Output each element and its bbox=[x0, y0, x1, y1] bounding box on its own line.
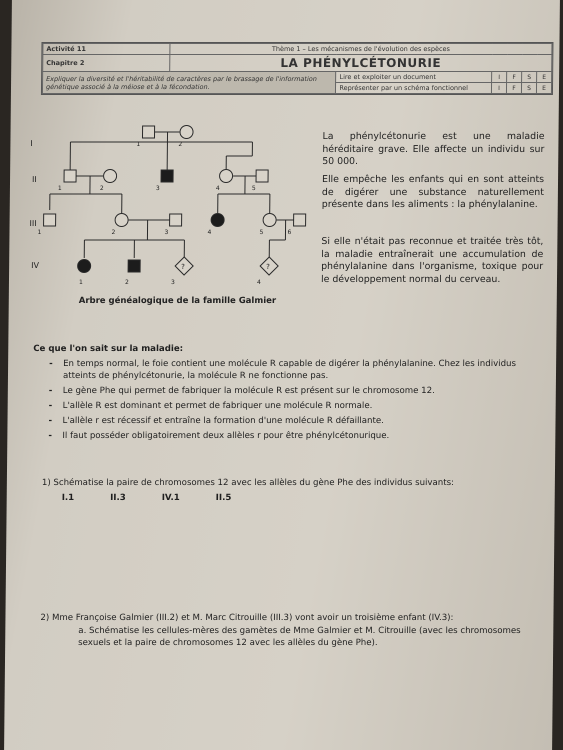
label-II4: 4 bbox=[215, 185, 220, 192]
page-title: LA PHÉNYLCÉTONURIE bbox=[170, 55, 552, 72]
individual-III1 bbox=[44, 214, 56, 226]
individual-II1 bbox=[64, 170, 76, 182]
question-2a-text: a. Schématise les cellules-mères des gamètes de Mme Galmier et M. Citrouille (avec les chromosomes sexuels et la paire de chromosomes 12 avec les allèles du gène Phe). bbox=[78, 626, 521, 648]
individual-III6 bbox=[294, 214, 306, 226]
label-II5: 5 bbox=[251, 185, 256, 192]
label-II1: 1 bbox=[57, 185, 62, 192]
skill-2: Représenter par un schéma fonctionnel bbox=[336, 83, 492, 94]
individual-II4 bbox=[220, 170, 233, 183]
question-2 bbox=[40, 612, 550, 649]
unknown-IV3: ? bbox=[181, 263, 185, 271]
grade-e: E bbox=[537, 72, 552, 83]
grade-f-2: F bbox=[506, 83, 521, 94]
question-1-text: 1) Schématise la paire de chromosomes 12 avec les allèles du gène Phe des individus suivants: bbox=[41, 478, 455, 488]
individual-III5 bbox=[263, 214, 276, 227]
label-III4: 4 bbox=[207, 229, 212, 236]
grade-e-2: E bbox=[536, 83, 551, 94]
individual-I1 bbox=[142, 126, 154, 138]
label-III3: 3 bbox=[164, 229, 169, 236]
grade-s-2: S bbox=[521, 83, 536, 94]
label-IV1: 1 bbox=[78, 279, 83, 286]
pedigree-diagram bbox=[29, 118, 321, 293]
individual-III4 bbox=[211, 214, 224, 227]
fact-item: - L'allèle r est récessif et entraîne la formation d'une molécule R défaillante. bbox=[42, 415, 542, 427]
fact-item: - L'allèle R est dominant et permet de fabriquer une molécule R normale. bbox=[43, 400, 543, 412]
label-IV3: 3 bbox=[170, 279, 175, 286]
gen-label-I: I bbox=[30, 139, 33, 148]
question-1 bbox=[42, 477, 542, 504]
grade-s: S bbox=[522, 72, 537, 83]
individual-ref: I.1 bbox=[61, 493, 75, 503]
label-III1: 1 bbox=[37, 229, 42, 236]
facts-section bbox=[32, 343, 543, 445]
intro-p2: Elle empêche les enfants qui en sont atteints de digérer une substance naturellement présente dans les aliments : la phénylalanine. bbox=[321, 174, 545, 210]
theme-title: Thème 1 – Les mécanismes de l'évolution des espèces bbox=[170, 44, 552, 55]
grade-i-2: I bbox=[491, 83, 506, 94]
label-II2: 2 bbox=[99, 185, 104, 192]
individual-III3 bbox=[170, 214, 182, 226]
label-II3: 3 bbox=[155, 185, 160, 192]
label-III5: 5 bbox=[259, 229, 264, 236]
activity-label: Activité 11 bbox=[43, 44, 170, 55]
fact-item: - Le gène Phe qui permet de fabriquer la molécule R est présent sur le chromosome 12. bbox=[43, 385, 543, 397]
fact-item: - Il faut posséder obligatoirement deux allèles r pour être phénylcétonurique. bbox=[42, 430, 542, 442]
label-III2: 2 bbox=[111, 229, 116, 236]
worksheet-page bbox=[4, 0, 560, 750]
individual-II5 bbox=[256, 170, 268, 182]
unknown-IV4: ? bbox=[266, 263, 270, 271]
pedigree-caption: Arbre généalogique de la famille Galmier bbox=[78, 296, 277, 306]
label-IV2: 2 bbox=[124, 279, 129, 286]
chapter-label: Chapitre 2 bbox=[43, 55, 170, 72]
gen-label-II: II bbox=[32, 175, 37, 184]
objective-text: Expliquer la diversité et l'héritabilité de caractères par le brassage de l'information génétique associé à la méiose et à la fécondation. bbox=[42, 72, 336, 94]
individual-II3 bbox=[161, 170, 173, 182]
label-IV4: 4 bbox=[256, 279, 261, 286]
individual-IV1 bbox=[78, 260, 91, 273]
individual-ref: IV.1 bbox=[161, 493, 180, 503]
question-2-text: 2) Mme Françoise Galmier (III.2) et M. Marc Citrouille (III.3) vont avoir un troisième enfant (IV.3): bbox=[40, 613, 454, 623]
question-1-individuals bbox=[42, 492, 542, 504]
individual-ref: II.3 bbox=[110, 493, 126, 503]
individual-IV2 bbox=[128, 260, 140, 272]
header-table bbox=[41, 42, 554, 95]
facts-heading: Ce que l'on sait sur la maladie: bbox=[33, 344, 184, 354]
grade-i: I bbox=[492, 72, 507, 83]
fact-item: - En temps normal, le foie contient une molécule R capable de digérer la phénylalanine. Chez les individus atteints de phénylcétonurie, la molécule R ne fonctionne pas. bbox=[43, 358, 543, 382]
label-III6: 6 bbox=[287, 229, 292, 236]
individual-I2 bbox=[180, 126, 193, 139]
individual-II2 bbox=[104, 170, 117, 183]
individual-ref: II.5 bbox=[215, 493, 232, 503]
skill-1: Lire et exploiter un document bbox=[336, 72, 492, 83]
gen-label-IV: IV bbox=[31, 261, 40, 270]
individual-III2 bbox=[115, 214, 128, 227]
facts-list bbox=[32, 358, 543, 442]
intro-p1: La phénylcétonurie est une maladie héréditaire grave. Elle affecte un individu sur 50 000. bbox=[322, 131, 545, 167]
label-I1: 1 bbox=[136, 141, 141, 148]
intro-p3: Si elle n'était pas reconnue et traitée très tôt, la maladie entraînerait une accumulation de phénylalanine dans l'organisme, toxique pour le développement normal du cerveau. bbox=[320, 236, 544, 285]
label-I2: 2 bbox=[178, 141, 183, 148]
grade-f: F bbox=[507, 72, 522, 83]
gen-label-III: III bbox=[29, 219, 37, 228]
